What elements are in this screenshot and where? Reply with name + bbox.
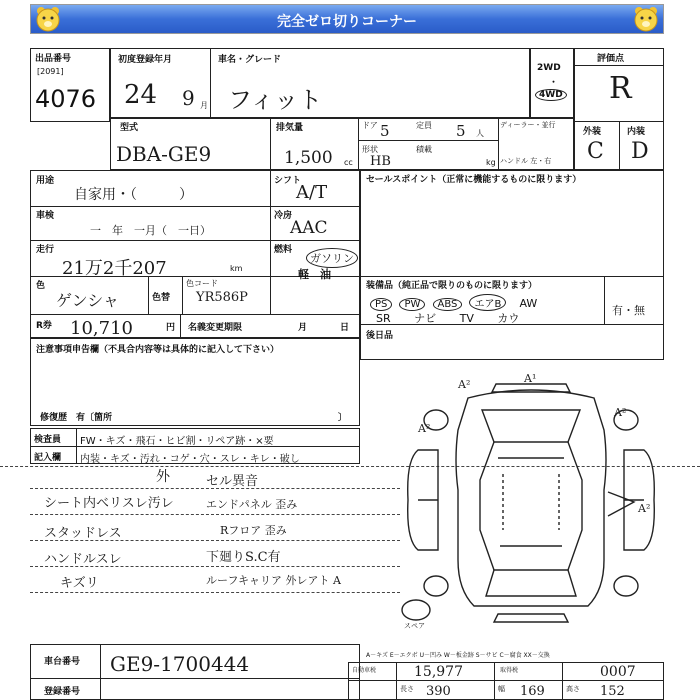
equipment-label: 装備品（純正品で限りのものに限ります） — [366, 281, 538, 291]
score-label: 評価点 — [597, 54, 625, 64]
shape-label: 形状 — [362, 145, 378, 154]
use-value: 自家用・（ ） — [74, 187, 193, 203]
mileage-label: 走行 — [36, 245, 55, 255]
reg-month: 9 — [182, 86, 195, 110]
remark-right-3: 下廻りS.C有 — [206, 550, 281, 565]
recycle-value: 10,710 — [70, 318, 133, 339]
fuel-value: ガソリン — [306, 248, 358, 268]
eq-navi: ナビ — [414, 312, 437, 325]
eq-aw: AW — [519, 297, 538, 310]
color-code2-label: 色コード — [186, 279, 218, 288]
mileage-value: 21万2千207 — [62, 258, 167, 279]
eq-tv: TV — [459, 312, 474, 325]
tax-v1: 15,977 — [414, 664, 463, 680]
bear-right-icon — [631, 6, 661, 32]
tax-label1: 自動車税 — [352, 667, 377, 674]
color-code-value: YR586P — [196, 290, 248, 305]
drive-4wd: 4WD — [535, 89, 567, 101]
dim-l: 390 — [426, 684, 451, 699]
doors-label: ドア — [362, 121, 378, 130]
dealer-label: ディーラー・並行 — [500, 121, 556, 129]
capacity-label: 定員 — [416, 121, 432, 130]
doors-value: 5 — [380, 122, 390, 140]
ext-label: 外装 — [583, 127, 602, 137]
eq-ps: PS — [370, 298, 392, 311]
fuel-label: 燃料 — [274, 245, 293, 255]
chassis-label: 型式 — [120, 123, 139, 133]
recycle-label: R券 — [36, 321, 52, 331]
capacity-value: 5 — [456, 122, 466, 140]
remark-right-2: Rフロア 歪み — [220, 524, 287, 537]
inspector-row2: 内装・キズ・汚れ・コゲ・穴・スレ・キレ・破し — [80, 454, 300, 465]
dim-h: 152 — [600, 684, 625, 699]
shift-label: シフト — [274, 176, 302, 186]
repair-label: 修復歴 有〔箇所 — [40, 413, 113, 423]
remarks-top: 外 — [156, 469, 170, 485]
reg-year: 24 — [124, 80, 158, 110]
reg-no-label: 登録番号 — [44, 687, 81, 697]
diag-mark-a2-side: A² — [638, 502, 651, 515]
equipment-note: 有・無 — [612, 304, 645, 317]
spare-label: スペア — [404, 622, 425, 630]
inspector-label: 検査員 — [34, 435, 62, 445]
int-value: D — [631, 139, 649, 164]
load-label: 積載 — [416, 145, 432, 154]
lot-label: 出品番号 — [35, 54, 72, 64]
lot-box — [30, 48, 110, 122]
eq-abs: ABS — [433, 298, 463, 311]
eq-sr: SR — [376, 312, 391, 325]
remark-right-0: セル異音 — [206, 474, 259, 489]
remark-right-1: エンドパネル 歪み — [206, 498, 298, 511]
remark-left-1: スタッドレス — [44, 526, 122, 541]
diag-mark-a1: A¹ — [524, 372, 537, 385]
chassis-value: DBA-GE9 — [116, 142, 212, 166]
aircon-label: 冷房 — [274, 211, 293, 221]
inspection-value: 一 年 一月（ 一日） — [90, 224, 211, 237]
banner-title: 完全ゼロ切りコーナー — [277, 14, 417, 30]
color-value: ゲンシャ — [56, 291, 119, 310]
eq-airbag: エアB — [469, 294, 506, 311]
equipment-row1 — [370, 292, 537, 311]
history-label: 後日品 — [366, 331, 394, 341]
diag-mark-a2-fl: A² — [418, 422, 431, 435]
model-name: フィット — [228, 86, 323, 114]
dim-w-label: 幅 — [498, 685, 505, 693]
capacity-unit: 人 — [476, 129, 484, 138]
lot-code: [2091] — [37, 67, 64, 76]
displacement-unit: cc — [344, 158, 353, 167]
inspection-label: 車検 — [36, 211, 55, 221]
tax-v2: 0007 — [600, 664, 636, 680]
int-label: 内装 — [627, 127, 646, 137]
dim-h-label: 高さ — [566, 685, 580, 693]
score-value: R — [609, 71, 632, 106]
diag-mark-a2-fr: A² — [614, 406, 627, 419]
color-label: 色 — [36, 281, 46, 291]
tax-label2: 取得税 — [500, 667, 519, 674]
vin-value: GE9-1700444 — [110, 652, 250, 676]
steer-label: ハンドル 左・右 — [500, 157, 552, 165]
recycle-unit: 円 — [166, 323, 176, 333]
repair-end: 〕 — [338, 413, 348, 423]
model-label: 車名・グレード — [218, 55, 282, 65]
shift-value: A/T — [296, 182, 328, 203]
shape-value: HB — [370, 154, 391, 169]
eq-kawa: カウ — [497, 312, 520, 325]
right-grid — [360, 170, 664, 360]
drive-dot: ・ — [549, 78, 559, 88]
notes-label: 注意事項申告欄（不具合内容等は具体的に記入して下さい） — [36, 345, 280, 355]
remark-left-0: シート内ベリスレ汚レ — [44, 496, 174, 511]
deadline-month: 月 — [298, 323, 308, 333]
reg-month-unit: 月 — [200, 101, 208, 110]
displacement-label: 排気量 — [276, 123, 304, 133]
displacement-value: 1,500 — [284, 148, 333, 168]
damage-legend: A－キズ E－エクボ U－凹み W－板金跡 S－サビ C－腐食 XX－交換 — [366, 652, 550, 659]
ext-value: C — [587, 139, 604, 164]
aircon-value: AAC — [290, 218, 328, 238]
drive-2wd: 2WD — [537, 63, 561, 73]
dim-l-label: 長さ — [400, 685, 414, 693]
remark-right-4: ルーフキャリア 外レアト A — [206, 574, 341, 587]
dim-w: 169 — [520, 684, 545, 699]
inspector-row1: FW・キズ・飛石・ヒビ割・リペア跡・×要 — [80, 436, 274, 447]
load-unit: kg — [486, 158, 496, 167]
deadline-day: 日 — [340, 323, 350, 333]
remark-left-3: キズリ — [60, 576, 99, 591]
selling-label: セールスポイント（正常に機能するものに限ります） — [366, 175, 582, 185]
mileage-unit: km — [230, 264, 243, 273]
eq-pw: PW — [399, 298, 425, 311]
score-box — [574, 48, 664, 170]
use-label: 用途 — [36, 176, 55, 186]
drive-box — [530, 48, 574, 118]
vin-label: 車台番号 — [44, 657, 81, 667]
lot-number: 4076 — [35, 85, 97, 113]
inspector-label2: 記入欄 — [34, 453, 62, 463]
car-diagram — [398, 370, 664, 632]
reg-label: 初度登録年月 — [118, 55, 173, 65]
banner — [30, 4, 664, 34]
fuel-alt: 軽 油 — [298, 268, 331, 281]
deadline-label: 名義変更期限 — [188, 323, 243, 333]
color-code-label: 色替 — [152, 293, 171, 303]
remark-left-2: ハンドルスレ — [44, 552, 122, 567]
diag-mark-a2-tl: A² — [458, 378, 471, 391]
